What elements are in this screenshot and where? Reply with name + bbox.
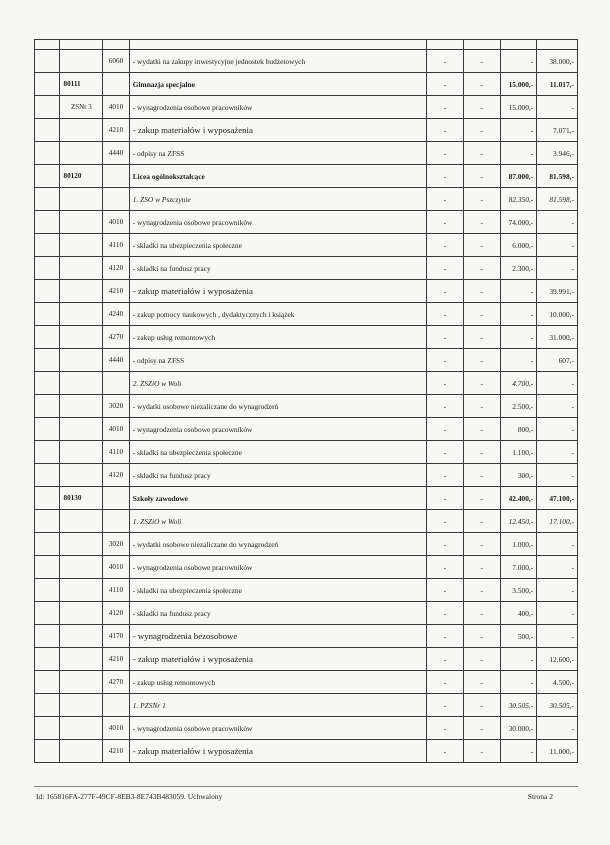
paragraph-code: 4210 <box>103 119 129 142</box>
amount-cell: - <box>427 50 464 73</box>
amount-cell: - <box>463 740 500 763</box>
amount-cell: 10.000,- <box>537 303 578 326</box>
item-description: - składki na fundusz pracy <box>129 602 426 625</box>
chapter-code <box>60 740 103 763</box>
paragraph-code <box>103 188 129 211</box>
paragraph-code <box>103 372 129 395</box>
amount-cell: - <box>463 257 500 280</box>
amount-cell: 12.450,- <box>500 510 537 533</box>
unit-row <box>35 510 578 533</box>
amount-cell: - <box>463 280 500 303</box>
amount-cell: - <box>427 280 464 303</box>
amount-cell: 11.000,- <box>537 740 578 763</box>
amount-cell: - <box>463 96 500 119</box>
amount-cell: - <box>463 372 500 395</box>
item-description: - zakup materiałów i wyposażenia <box>129 740 426 763</box>
amount-cell: - <box>500 740 537 763</box>
lead-cell <box>35 717 60 740</box>
amount-cell: 30.505,- <box>537 694 578 717</box>
chapter-code <box>60 579 103 602</box>
amount-cell: - <box>427 556 464 579</box>
table-row <box>35 50 578 73</box>
amount-cell: - <box>427 510 464 533</box>
chapter-code <box>60 556 103 579</box>
lead-cell <box>35 257 60 280</box>
amount-cell: 30.000,- <box>500 717 537 740</box>
chapter-code <box>60 418 103 441</box>
chapter-code <box>60 188 103 211</box>
paragraph-code: 4240 <box>103 303 129 326</box>
amount-cell: - <box>427 395 464 418</box>
item-description: 2. ZSZiO w Woli <box>129 372 426 395</box>
lead-cell <box>35 740 60 763</box>
document-id: Id: 165816FA-277F-49CF-8EB3-8E743B483059. Uchwalony <box>36 792 223 801</box>
amount-cell: - <box>427 579 464 602</box>
amount-cell: - <box>537 257 578 280</box>
amount-cell: 17.100,- <box>537 510 578 533</box>
lead-cell <box>35 602 60 625</box>
amount-cell: - <box>537 625 578 648</box>
amount-cell: - <box>427 165 464 188</box>
table-row <box>35 625 578 648</box>
item-description: - wydatki osobowe niezaliczane do wynagrodzeń <box>129 533 426 556</box>
amount-cell: - <box>463 441 500 464</box>
item-description: - wynagrodzenia osobowe pracowników <box>129 211 426 234</box>
amount-cell: - <box>463 234 500 257</box>
lead-cell <box>35 96 60 119</box>
paragraph-code: 4270 <box>103 326 129 349</box>
paragraph-code: 3020 <box>103 395 129 418</box>
amount-cell: - <box>500 303 537 326</box>
paragraph-code: 4110 <box>103 441 129 464</box>
paragraph-code: 4270 <box>103 671 129 694</box>
amount-cell: - <box>427 349 464 372</box>
paragraph-code: 4010 <box>103 556 129 579</box>
item-description: - zakup materiałów i wyposażenia <box>129 648 426 671</box>
amount-cell: - <box>537 602 578 625</box>
amount-cell: - <box>463 303 500 326</box>
item-description: - wydatki na zakupy inwestycyjne jednostek budżetowych <box>129 50 426 73</box>
lead-cell <box>35 625 60 648</box>
amount-cell: - <box>537 211 578 234</box>
chapter-code <box>60 671 103 694</box>
amount-cell: - <box>537 717 578 740</box>
amount-cell: - <box>427 418 464 441</box>
amount-cell: 2.300,- <box>500 257 537 280</box>
table-row <box>35 533 578 556</box>
lead-cell <box>35 303 60 326</box>
amount-cell: - <box>537 372 578 395</box>
paragraph-code: 4440 <box>103 142 129 165</box>
amount-cell: - <box>537 395 578 418</box>
amount-cell: 30.505,- <box>500 694 537 717</box>
chapter-code <box>60 257 103 280</box>
unit-row <box>35 188 578 211</box>
lead-cell <box>35 234 60 257</box>
lead-cell <box>35 510 60 533</box>
chapter-code <box>60 602 103 625</box>
item-description: 1. ZSZiO w Woli <box>129 510 426 533</box>
item-description: 1. PZSNr 1 <box>129 694 426 717</box>
amount-cell: - <box>463 188 500 211</box>
lead-cell <box>35 671 60 694</box>
item-description: - składki na ubezpieczenia społeczne <box>129 234 426 257</box>
header-cell <box>463 40 500 50</box>
amount-cell: - <box>463 602 500 625</box>
amount-cell: - <box>427 142 464 165</box>
chapter-code: 80111 <box>60 73 103 96</box>
lead-cell <box>35 165 60 188</box>
item-description: - zakup usług remontowych <box>129 326 426 349</box>
amount-cell: - <box>463 165 500 188</box>
paragraph-code: 3020 <box>103 533 129 556</box>
amount-cell: - <box>463 119 500 142</box>
page-number: Strona 2 <box>527 792 553 801</box>
amount-cell: 38.000,- <box>537 50 578 73</box>
amount-cell: - <box>463 211 500 234</box>
item-description: - odpisy na ZFSS <box>129 142 426 165</box>
amount-cell: - <box>427 533 464 556</box>
amount-cell: - <box>427 188 464 211</box>
lead-cell <box>35 372 60 395</box>
chapter-code <box>60 50 103 73</box>
table-row <box>35 96 578 119</box>
header-cell <box>129 40 426 50</box>
amount-cell: - <box>463 50 500 73</box>
paragraph-code: 4110 <box>103 234 129 257</box>
amount-cell: - <box>427 257 464 280</box>
amount-cell: - <box>427 211 464 234</box>
amount-cell: - <box>500 142 537 165</box>
item-description: - zakup materiałów i wyposażenia <box>129 280 426 303</box>
lead-cell <box>35 188 60 211</box>
header-cell <box>537 40 578 50</box>
paragraph-code: 4010 <box>103 96 129 119</box>
amount-cell: 42.400,- <box>500 487 537 510</box>
header-cell <box>427 40 464 50</box>
amount-cell: - <box>463 395 500 418</box>
paragraph-code: 4120 <box>103 602 129 625</box>
amount-cell: - <box>463 556 500 579</box>
amount-cell: - <box>463 464 500 487</box>
amount-cell: - <box>537 556 578 579</box>
amount-cell: - <box>427 625 464 648</box>
item-description: - wynagrodzenia osobowe pracowników <box>129 418 426 441</box>
table-row <box>35 740 578 763</box>
paragraph-code: 4120 <box>103 257 129 280</box>
amount-cell: - <box>427 464 464 487</box>
paragraph-code: 4210 <box>103 740 129 763</box>
item-description: Licea ogólnokształcące <box>129 165 426 188</box>
amount-cell: 300,- <box>500 464 537 487</box>
amount-cell: - <box>427 119 464 142</box>
chapter-code <box>60 349 103 372</box>
amount-cell: 82.350,- <box>500 188 537 211</box>
amount-cell: - <box>463 694 500 717</box>
table-row <box>35 648 578 671</box>
lead-cell <box>35 349 60 372</box>
lead-cell <box>35 694 60 717</box>
paragraph-code: 6060 <box>103 50 129 73</box>
amount-cell: - <box>463 487 500 510</box>
section-row <box>35 487 578 510</box>
lead-cell <box>35 579 60 602</box>
chapter-code: 80120 <box>60 165 103 188</box>
chapter-code <box>60 372 103 395</box>
amount-cell: - <box>537 418 578 441</box>
amount-cell: 4.700,- <box>500 372 537 395</box>
lead-cell <box>35 142 60 165</box>
amount-cell: - <box>463 717 500 740</box>
chapter-code <box>60 326 103 349</box>
footer-divider <box>34 786 578 787</box>
paragraph-code: 4120 <box>103 464 129 487</box>
paragraph-code: 4010 <box>103 418 129 441</box>
header-row <box>35 40 578 50</box>
unit-row <box>35 372 578 395</box>
amount-cell: - <box>537 96 578 119</box>
lead-cell <box>35 556 60 579</box>
chapter-code <box>60 625 103 648</box>
table-row <box>35 303 578 326</box>
lead-cell <box>35 395 60 418</box>
table-row <box>35 234 578 257</box>
amount-cell: - <box>427 740 464 763</box>
chapter-code <box>60 280 103 303</box>
amount-cell: - <box>427 602 464 625</box>
table-row <box>35 326 578 349</box>
amount-cell: - <box>537 234 578 257</box>
paragraph-code <box>103 73 129 96</box>
amount-cell: 607,- <box>537 349 578 372</box>
item-description: - składki na fundusz pracy <box>129 464 426 487</box>
amount-cell: 3.500,- <box>500 579 537 602</box>
chapter-code <box>60 211 103 234</box>
amount-cell: - <box>427 648 464 671</box>
amount-cell: - <box>463 671 500 694</box>
chapter-code <box>60 694 103 717</box>
amount-cell: 39.991,- <box>537 280 578 303</box>
chapter-code <box>60 142 103 165</box>
paragraph-code <box>103 694 129 717</box>
amount-cell: 500,- <box>500 625 537 648</box>
item-description: Gimnazja specjalne <box>129 73 426 96</box>
amount-cell: 15.000,- <box>500 96 537 119</box>
paragraph-code: 4210 <box>103 280 129 303</box>
lead-cell <box>35 280 60 303</box>
item-description: - wynagrodzenia osobowe pracowników <box>129 717 426 740</box>
amount-cell: - <box>537 441 578 464</box>
amount-cell: 47.100,- <box>537 487 578 510</box>
amount-cell: 400,- <box>500 602 537 625</box>
amount-cell: - <box>427 326 464 349</box>
lead-cell <box>35 648 60 671</box>
item-description: - odpisy na ZFSS <box>129 349 426 372</box>
amount-cell: - <box>463 142 500 165</box>
paragraph-code: 4010 <box>103 211 129 234</box>
paragraph-code: 4170 <box>103 625 129 648</box>
amount-cell: - <box>500 671 537 694</box>
amount-cell: 2.500,- <box>500 395 537 418</box>
amount-cell: - <box>427 671 464 694</box>
amount-cell: 81.598,- <box>537 188 578 211</box>
item-description: - wynagrodzenia osobowe pracowników <box>129 556 426 579</box>
amount-cell: - <box>463 418 500 441</box>
lead-cell <box>35 50 60 73</box>
amount-cell: 11.017,- <box>537 73 578 96</box>
lead-cell <box>35 119 60 142</box>
table-row <box>35 395 578 418</box>
amount-cell: - <box>500 326 537 349</box>
item-description: - zakup materiałów i wyposażenia <box>129 119 426 142</box>
item-description: Szkoły zawodowe <box>129 487 426 510</box>
chapter-code <box>60 533 103 556</box>
item-description: - zakup usług remontowych <box>129 671 426 694</box>
amount-cell: 3.946,- <box>537 142 578 165</box>
amount-cell: - <box>500 280 537 303</box>
table-row <box>35 717 578 740</box>
header-cell <box>60 40 103 50</box>
chapter-code <box>60 441 103 464</box>
chapter-code <box>60 464 103 487</box>
table-row <box>35 464 578 487</box>
table-row <box>35 211 578 234</box>
paragraph-code <box>103 165 129 188</box>
chapter-code <box>60 648 103 671</box>
amount-cell: - <box>500 648 537 671</box>
amount-cell: - <box>427 441 464 464</box>
paragraph-code: 4110 <box>103 579 129 602</box>
amount-cell: 6.000,- <box>500 234 537 257</box>
lead-cell <box>35 326 60 349</box>
budget-table <box>34 39 578 763</box>
chapter-code <box>60 303 103 326</box>
chapter-code <box>60 119 103 142</box>
item-description: - składki na fundusz pracy <box>129 257 426 280</box>
paragraph-code: 4010 <box>103 717 129 740</box>
item-description: - wynagrodzenia osobowe pracowników <box>129 96 426 119</box>
amount-cell: - <box>427 694 464 717</box>
amount-cell: - <box>537 464 578 487</box>
section-row <box>35 73 578 96</box>
amount-cell: - <box>463 73 500 96</box>
chapter-code: 80130 <box>60 487 103 510</box>
amount-cell: - <box>463 648 500 671</box>
unit-row <box>35 694 578 717</box>
amount-cell: 7.071,- <box>537 119 578 142</box>
chapter-code <box>60 234 103 257</box>
paragraph-code: 4210 <box>103 648 129 671</box>
header-cell <box>500 40 537 50</box>
amount-cell: - <box>537 533 578 556</box>
unit-label: ZSNr 3 <box>60 96 103 119</box>
table-row <box>35 349 578 372</box>
item-description: - składki na ubezpieczenia społeczne <box>129 579 426 602</box>
amount-cell: - <box>427 73 464 96</box>
header-cell <box>103 40 129 50</box>
chapter-code <box>60 510 103 533</box>
amount-cell: - <box>427 303 464 326</box>
lead-cell <box>35 441 60 464</box>
amount-cell: - <box>463 326 500 349</box>
table-row <box>35 257 578 280</box>
amount-cell: 31.000,- <box>537 326 578 349</box>
amount-cell: - <box>427 96 464 119</box>
table-row <box>35 142 578 165</box>
section-row <box>35 165 578 188</box>
lead-cell <box>35 487 60 510</box>
lead-cell <box>35 211 60 234</box>
amount-cell: 74.000,- <box>500 211 537 234</box>
amount-cell: - <box>463 349 500 372</box>
paragraph-code <box>103 487 129 510</box>
item-description: 1. ZSO w Pszczynie <box>129 188 426 211</box>
paragraph-code <box>103 510 129 533</box>
lead-cell <box>35 40 60 50</box>
table-row <box>35 556 578 579</box>
table-row <box>35 119 578 142</box>
item-description: - wynagrodzenia bezosobowe <box>129 625 426 648</box>
amount-cell: 12.600,- <box>537 648 578 671</box>
amount-cell: - <box>427 717 464 740</box>
amount-cell: 81.598,- <box>537 165 578 188</box>
item-description: - zakup pomocy naukowych , dydaktycznych i książek <box>129 303 426 326</box>
amount-cell: 7.000,- <box>500 556 537 579</box>
amount-cell: - <box>463 510 500 533</box>
table-row <box>35 441 578 464</box>
item-description: - wydatki osobowe niezaliczane do wynagrodzeń <box>129 395 426 418</box>
lead-cell <box>35 73 60 96</box>
table-row <box>35 418 578 441</box>
amount-cell: - <box>537 579 578 602</box>
table-row <box>35 579 578 602</box>
table-row <box>35 280 578 303</box>
amount-cell: 1.000,- <box>500 533 537 556</box>
amount-cell: - <box>463 625 500 648</box>
amount-cell: 1.100,- <box>500 441 537 464</box>
chapter-code <box>60 395 103 418</box>
table-row <box>35 602 578 625</box>
table-body <box>35 40 578 763</box>
table-row <box>35 671 578 694</box>
amount-cell: - <box>463 533 500 556</box>
amount-cell: 4.500,- <box>537 671 578 694</box>
amount-cell: 87.000,- <box>500 165 537 188</box>
chapter-code <box>60 717 103 740</box>
amount-cell: - <box>500 349 537 372</box>
lead-cell <box>35 533 60 556</box>
amount-cell: - <box>500 50 537 73</box>
item-description: - składki na ubezpieczenia społeczne <box>129 441 426 464</box>
paragraph-code: 4440 <box>103 349 129 372</box>
amount-cell: 800,- <box>500 418 537 441</box>
amount-cell: - <box>463 579 500 602</box>
amount-cell: 15.000,- <box>500 73 537 96</box>
lead-cell <box>35 418 60 441</box>
amount-cell: - <box>500 119 537 142</box>
amount-cell: - <box>427 234 464 257</box>
lead-cell <box>35 464 60 487</box>
amount-cell: - <box>427 487 464 510</box>
amount-cell: - <box>427 372 464 395</box>
